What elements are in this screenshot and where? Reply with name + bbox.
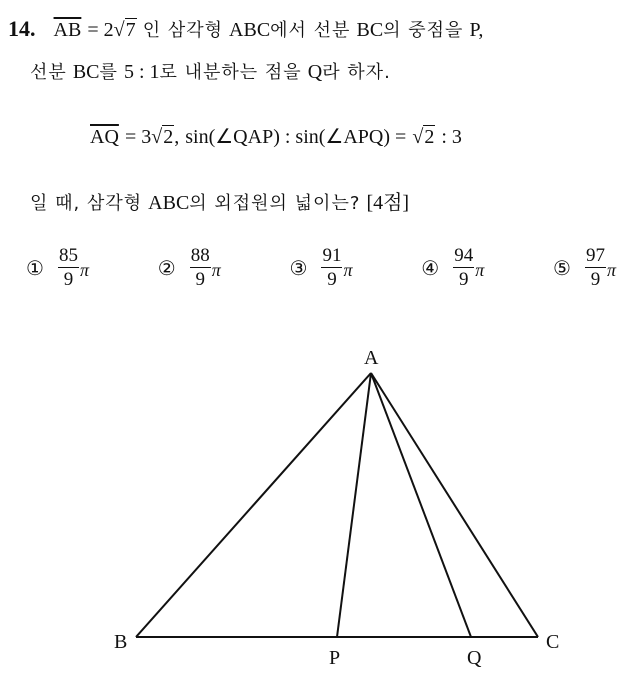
fraction: $\frac{94}{9}$: [454, 245, 474, 290]
pi-symbol: π: [475, 259, 485, 280]
label-p: P: [329, 647, 341, 669]
choice-marker: ①: [26, 256, 44, 280]
label-b: B: [114, 631, 128, 653]
segment-ac-line: [371, 373, 538, 637]
choice-marker: ③: [289, 256, 308, 280]
fraction: $\frac{97}{9}$: [585, 245, 605, 290]
question-number: 14.: [8, 16, 36, 41]
equals-2: = 2: [87, 19, 114, 41]
sqrt-7: √7: [113, 19, 136, 41]
segment-bc: BC: [72, 61, 100, 83]
text: 인 삼각형: [142, 20, 223, 41]
segment-bc: BC: [356, 19, 384, 41]
text: 의 중점을: [383, 20, 464, 41]
segment-ab-line: [136, 373, 371, 637]
pi-symbol: π: [211, 259, 221, 280]
label-c: C: [546, 631, 560, 653]
triangle-abc: ABC: [229, 19, 271, 41]
text: 선분: [30, 62, 67, 83]
point-p: P,: [469, 19, 484, 41]
equals-3: = 3: [124, 126, 152, 148]
sqrt-2: √2: [412, 126, 435, 148]
choice-marker: ⑤: [553, 256, 571, 280]
label-q: Q: [467, 647, 482, 669]
pi-symbol: π: [343, 259, 353, 280]
segment-aq: $\overline{AQ}$: [90, 126, 119, 148]
points-label: [4점]: [366, 192, 410, 214]
choice-marker: ④: [421, 256, 440, 280]
pi-symbol: π: [606, 259, 616, 280]
text: 라 하자.: [322, 62, 391, 83]
sine-ratio: sin(∠QAP) : sin(∠APQ) =: [185, 126, 407, 148]
text: 를: [99, 62, 118, 83]
label-a: A: [364, 347, 379, 369]
segment-aq-line: [371, 373, 471, 637]
text: 로 내분하는 점을: [159, 62, 302, 83]
fraction: $\frac{91}{9}$: [322, 245, 342, 290]
fraction: $\frac{85}{9}$: [58, 245, 78, 290]
text: 에서 선분: [270, 20, 351, 41]
condition-line: $\overline{AQ} = 3√2$, sin(∠QAP) : sin(∠APQ) = √2 : 3: [90, 126, 462, 148]
segment-ab: $\overline{AB}$: [53, 19, 82, 41]
fraction: $\frac{88}{9}$: [190, 245, 210, 290]
ratio: 5 : 1: [123, 61, 160, 83]
point-q: Q: [307, 61, 323, 83]
choice-marker: ②: [157, 256, 176, 280]
ratio-tail: : 3: [441, 126, 462, 148]
triangle-abc: ABC: [148, 192, 190, 214]
segment-ap-line: [337, 373, 371, 637]
sqrt-2: √2: [151, 126, 174, 148]
text: 의 외접원의 넓이는?: [189, 193, 361, 214]
text: 일 때, 삼각형: [30, 193, 143, 214]
pi-symbol: π: [79, 259, 89, 280]
